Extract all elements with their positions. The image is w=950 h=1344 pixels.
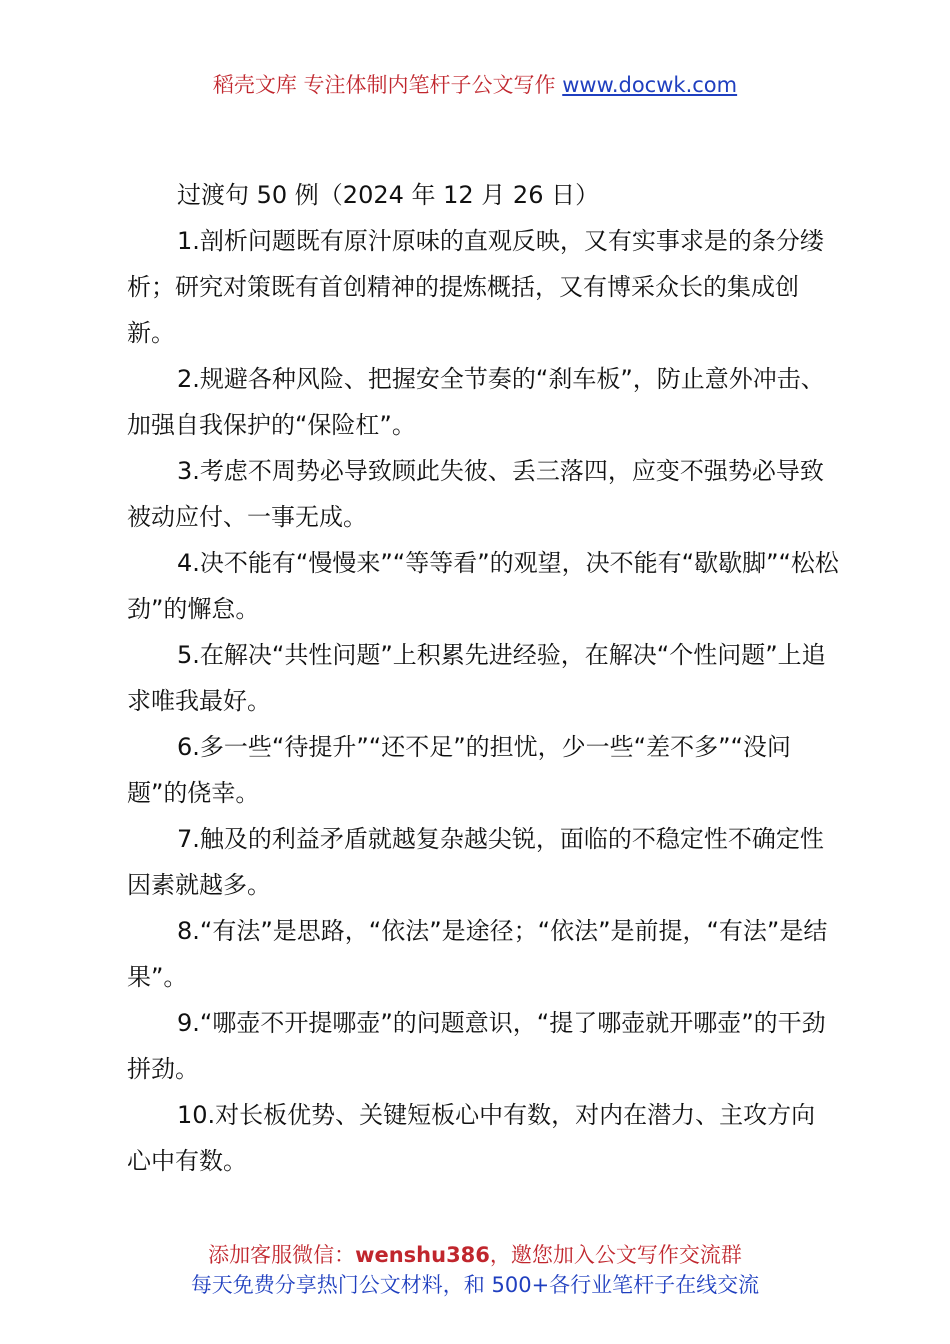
list-item: 7.触及的利益矛盾就越复杂越尖锐，面临的不稳定性不确定性因素就越多。: [127, 825, 824, 899]
list-item: 5.在解决“共性问题”上积累先进经验，在解决“个性问题”上追求唯我最好。: [127, 641, 826, 715]
list-item: 2.规避各种风险、把握安全节奏的“刹车板”，防止意外冲击、加强自我保护的“保险杠”。: [127, 365, 825, 439]
header-website-link[interactable]: www.docwk.com: [562, 73, 738, 97]
list-item: 6.多一些“待提升”“还不足”的担忧，少一些“差不多”“没问题”的侥幸。: [127, 733, 791, 807]
footer-contact-prefix: 添加客服微信：: [208, 1243, 356, 1267]
document-title: 过渡句 50 例（2024 年 12 月 26 日）: [177, 181, 600, 209]
list-item: 1.剖析问题既有原汁原味的直观反映，又有实事求是的条分缕析；研究对策既有首创精神的提炼概括，又有博采众长的集成创新。: [127, 227, 824, 347]
footer-contact-line: [0, 1240, 950, 1270]
document-body: [127, 172, 839, 1184]
page-footer: [0, 1240, 950, 1300]
header-brand-text: 稻壳文库 专注体制内笔杆子公文写作: [212, 73, 563, 97]
list-item: 10.对长板优势、关键短板心中有数，对内在潜力、主攻方向心中有数。: [127, 1101, 816, 1175]
footer-promo-line: 每天免费分享热门公文材料，和 500+各行业笔杆子在线交流: [190, 1273, 760, 1297]
footer-wechat-id: wenshu386: [355, 1243, 490, 1267]
list-item: 9.“哪壶不开提哪壶”的问题意识，“提了哪壶就开哪壶”的干劲拼劲。: [127, 1009, 826, 1083]
list-item: 3.考虑不周势必导致顾此失彼、丢三落四，应变不强势必导致被动应付、一事无成。: [127, 457, 824, 531]
page-header: [0, 70, 950, 100]
list-item: 8.“有法”是思路，“依法”是途径；“依法”是前提，“有法”是结果”。: [127, 917, 828, 991]
footer-contact-suffix: ，邀您加入公文写作交流群: [489, 1243, 742, 1267]
list-item: 4.决不能有“慢慢来”“等等看”的观望，决不能有“歇歇脚”“松松劲”的懈怠。: [127, 549, 839, 623]
